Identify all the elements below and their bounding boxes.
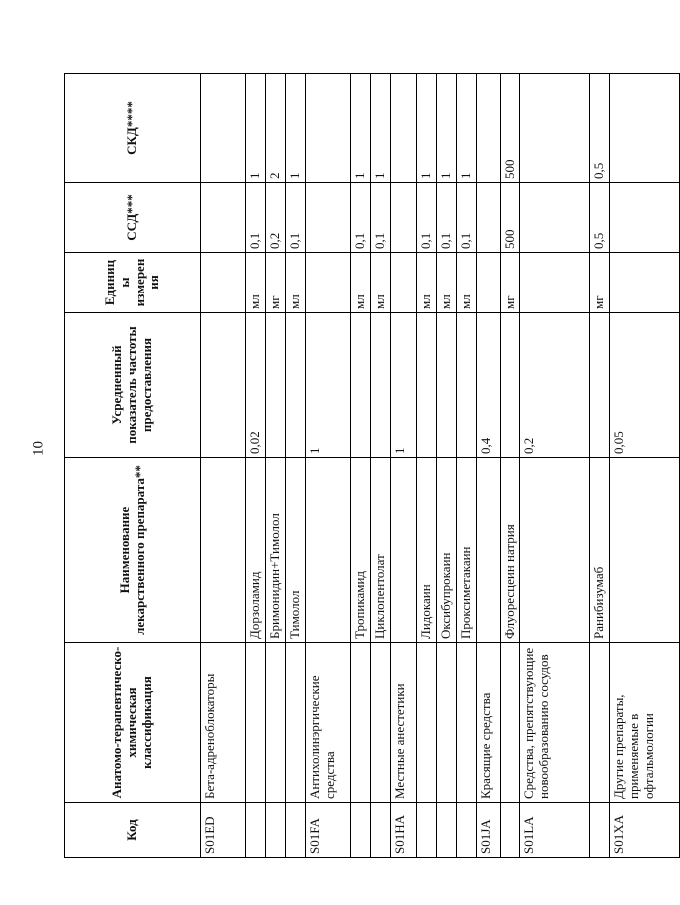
frequency-cell	[265, 313, 285, 458]
unit-cell: мл	[285, 253, 305, 313]
unit-cell: мл	[370, 253, 390, 313]
code-cell: S01ED	[201, 803, 246, 858]
skd-cell	[520, 74, 590, 183]
code-cell: S01FA	[305, 803, 350, 858]
skd-cell: 1	[246, 74, 266, 183]
atc-cell	[285, 643, 305, 803]
skd-cell	[610, 74, 680, 183]
table-row	[416, 74, 436, 858]
code-cell	[265, 803, 285, 858]
skd-cell: 1	[350, 74, 370, 183]
atc-cell	[350, 643, 370, 803]
table-row	[476, 74, 500, 858]
drug-name-cell	[610, 458, 680, 643]
code-cell: S01JA	[476, 803, 500, 858]
code-cell	[350, 803, 370, 858]
atc-cell: Средства, препятствующие новообразованию сосудов	[520, 643, 590, 803]
drug-name-cell	[520, 458, 590, 643]
skd-cell: 1	[285, 74, 305, 183]
skd-cell: 1	[416, 74, 436, 183]
table-row	[285, 74, 305, 858]
drug-name-cell: Проксиметакаин	[456, 458, 476, 643]
skd-cell	[305, 74, 350, 183]
atc-cell	[436, 643, 456, 803]
code-cell	[436, 803, 456, 858]
code-cell	[285, 803, 305, 858]
atc-cell	[265, 643, 285, 803]
ssd-cell: 0,1	[350, 183, 370, 253]
code-cell: S01HA	[390, 803, 416, 858]
atc-cell	[416, 643, 436, 803]
unit-cell: мг	[590, 253, 610, 313]
ssd-cell: 0,2	[265, 183, 285, 253]
skd-cell	[201, 74, 246, 183]
code-cell	[370, 803, 390, 858]
frequency-cell: 1	[305, 313, 350, 458]
code-cell	[590, 803, 610, 858]
unit-cell: мл	[350, 253, 370, 313]
unit-cell: мл	[456, 253, 476, 313]
drug-name-cell: Оксибупрокаин	[436, 458, 456, 643]
table-body	[201, 74, 680, 858]
skd-cell: 1	[436, 74, 456, 183]
frequency-cell	[500, 313, 520, 458]
unit-cell: мг	[265, 253, 285, 313]
rotated-table-container	[64, 74, 657, 858]
drug-name-cell: Дорзоламид	[246, 458, 266, 643]
code-cell	[246, 803, 266, 858]
unit-cell	[476, 253, 500, 313]
drug-name-cell	[476, 458, 500, 643]
unit-cell	[390, 253, 416, 313]
unit-cell	[520, 253, 590, 313]
unit-cell	[305, 253, 350, 313]
table-row	[246, 74, 266, 858]
ssd-cell	[610, 183, 680, 253]
frequency-cell: 0,4	[476, 313, 500, 458]
ssd-cell: 0,1	[416, 183, 436, 253]
table-row	[201, 74, 246, 858]
table-row	[520, 74, 590, 858]
frequency-cell	[285, 313, 305, 458]
table-row	[390, 74, 416, 858]
code-cell	[456, 803, 476, 858]
ssd-cell: 0,1	[246, 183, 266, 253]
drug-name-cell: Циклопентолат	[370, 458, 390, 643]
unit-cell	[610, 253, 680, 313]
ssd-cell	[305, 183, 350, 253]
frequency-cell: 0,2	[520, 313, 590, 458]
atc-cell	[500, 643, 520, 803]
header-unit: Единицы измерения	[65, 253, 201, 313]
frequency-cell: 1	[390, 313, 416, 458]
table-row	[610, 74, 680, 858]
ssd-cell	[390, 183, 416, 253]
unit-cell	[201, 253, 246, 313]
skd-cell: 0,5	[590, 74, 610, 183]
atc-cell	[456, 643, 476, 803]
drug-table	[64, 73, 680, 858]
drug-name-cell	[390, 458, 416, 643]
table-row	[305, 74, 350, 858]
ssd-cell: 0,1	[285, 183, 305, 253]
frequency-cell	[350, 313, 370, 458]
header-atc: Анатомо-терапевтическо-химическая классификация	[65, 643, 201, 803]
table-row	[370, 74, 390, 858]
header-skd: СКД****	[65, 74, 201, 183]
code-cell: S01LA	[520, 803, 590, 858]
skd-cell	[476, 74, 500, 183]
atc-cell: Антихолинэргические средства	[305, 643, 350, 803]
frequency-cell	[590, 313, 610, 458]
unit-cell: мл	[436, 253, 456, 313]
ssd-cell: 0,5	[590, 183, 610, 253]
page-number: 10	[30, 441, 47, 456]
skd-cell: 1	[456, 74, 476, 183]
frequency-cell	[201, 313, 246, 458]
table-row	[265, 74, 285, 858]
ssd-cell: 500	[500, 183, 520, 253]
ssd-cell	[201, 183, 246, 253]
frequency-cell	[416, 313, 436, 458]
atc-cell: Местные анестетики	[390, 643, 416, 803]
table-row	[350, 74, 370, 858]
atc-cell	[370, 643, 390, 803]
frequency-cell	[436, 313, 456, 458]
skd-cell	[390, 74, 416, 183]
skd-cell: 1	[370, 74, 390, 183]
atc-cell: Другие препараты, применяемые в офтальмологии	[610, 643, 680, 803]
drug-name-cell	[305, 458, 350, 643]
frequency-cell: 0,02	[246, 313, 266, 458]
atc-cell: Красящие средства	[476, 643, 500, 803]
ssd-cell	[520, 183, 590, 253]
header-code: Код	[65, 803, 201, 858]
drug-name-cell: Лидокаин	[416, 458, 436, 643]
drug-name-cell	[201, 458, 246, 643]
frequency-cell: 0,05	[610, 313, 680, 458]
frequency-cell	[456, 313, 476, 458]
atc-cell: Бета-адреноблокаторы	[201, 643, 246, 803]
frequency-cell	[370, 313, 390, 458]
table-row	[500, 74, 520, 858]
unit-cell: мг	[500, 253, 520, 313]
atc-cell	[246, 643, 266, 803]
table-row	[590, 74, 610, 858]
drug-name-cell: Тимолол	[285, 458, 305, 643]
header-drug: Наименование лекарственного препарата**	[65, 458, 201, 643]
drug-name-cell: Флуоресцеин натрия	[500, 458, 520, 643]
ssd-cell	[476, 183, 500, 253]
ssd-cell: 0,1	[436, 183, 456, 253]
unit-cell: мл	[246, 253, 266, 313]
drug-name-cell: Бримонидин+Тимолол	[265, 458, 285, 643]
code-cell: S01XA	[610, 803, 680, 858]
header-frequency: Усредненный показатель частоты предоставления	[65, 313, 201, 458]
ssd-cell: 0,1	[456, 183, 476, 253]
skd-cell: 500	[500, 74, 520, 183]
header-ssd: ССД***	[65, 183, 201, 253]
unit-cell: мл	[416, 253, 436, 313]
drug-name-cell: Тропикамид	[350, 458, 370, 643]
ssd-cell: 0,1	[370, 183, 390, 253]
table-row	[436, 74, 456, 858]
code-cell	[500, 803, 520, 858]
table-row	[456, 74, 476, 858]
atc-cell	[590, 643, 610, 803]
drug-name-cell: Ранибизумаб	[590, 458, 610, 643]
code-cell	[416, 803, 436, 858]
skd-cell: 2	[265, 74, 285, 183]
